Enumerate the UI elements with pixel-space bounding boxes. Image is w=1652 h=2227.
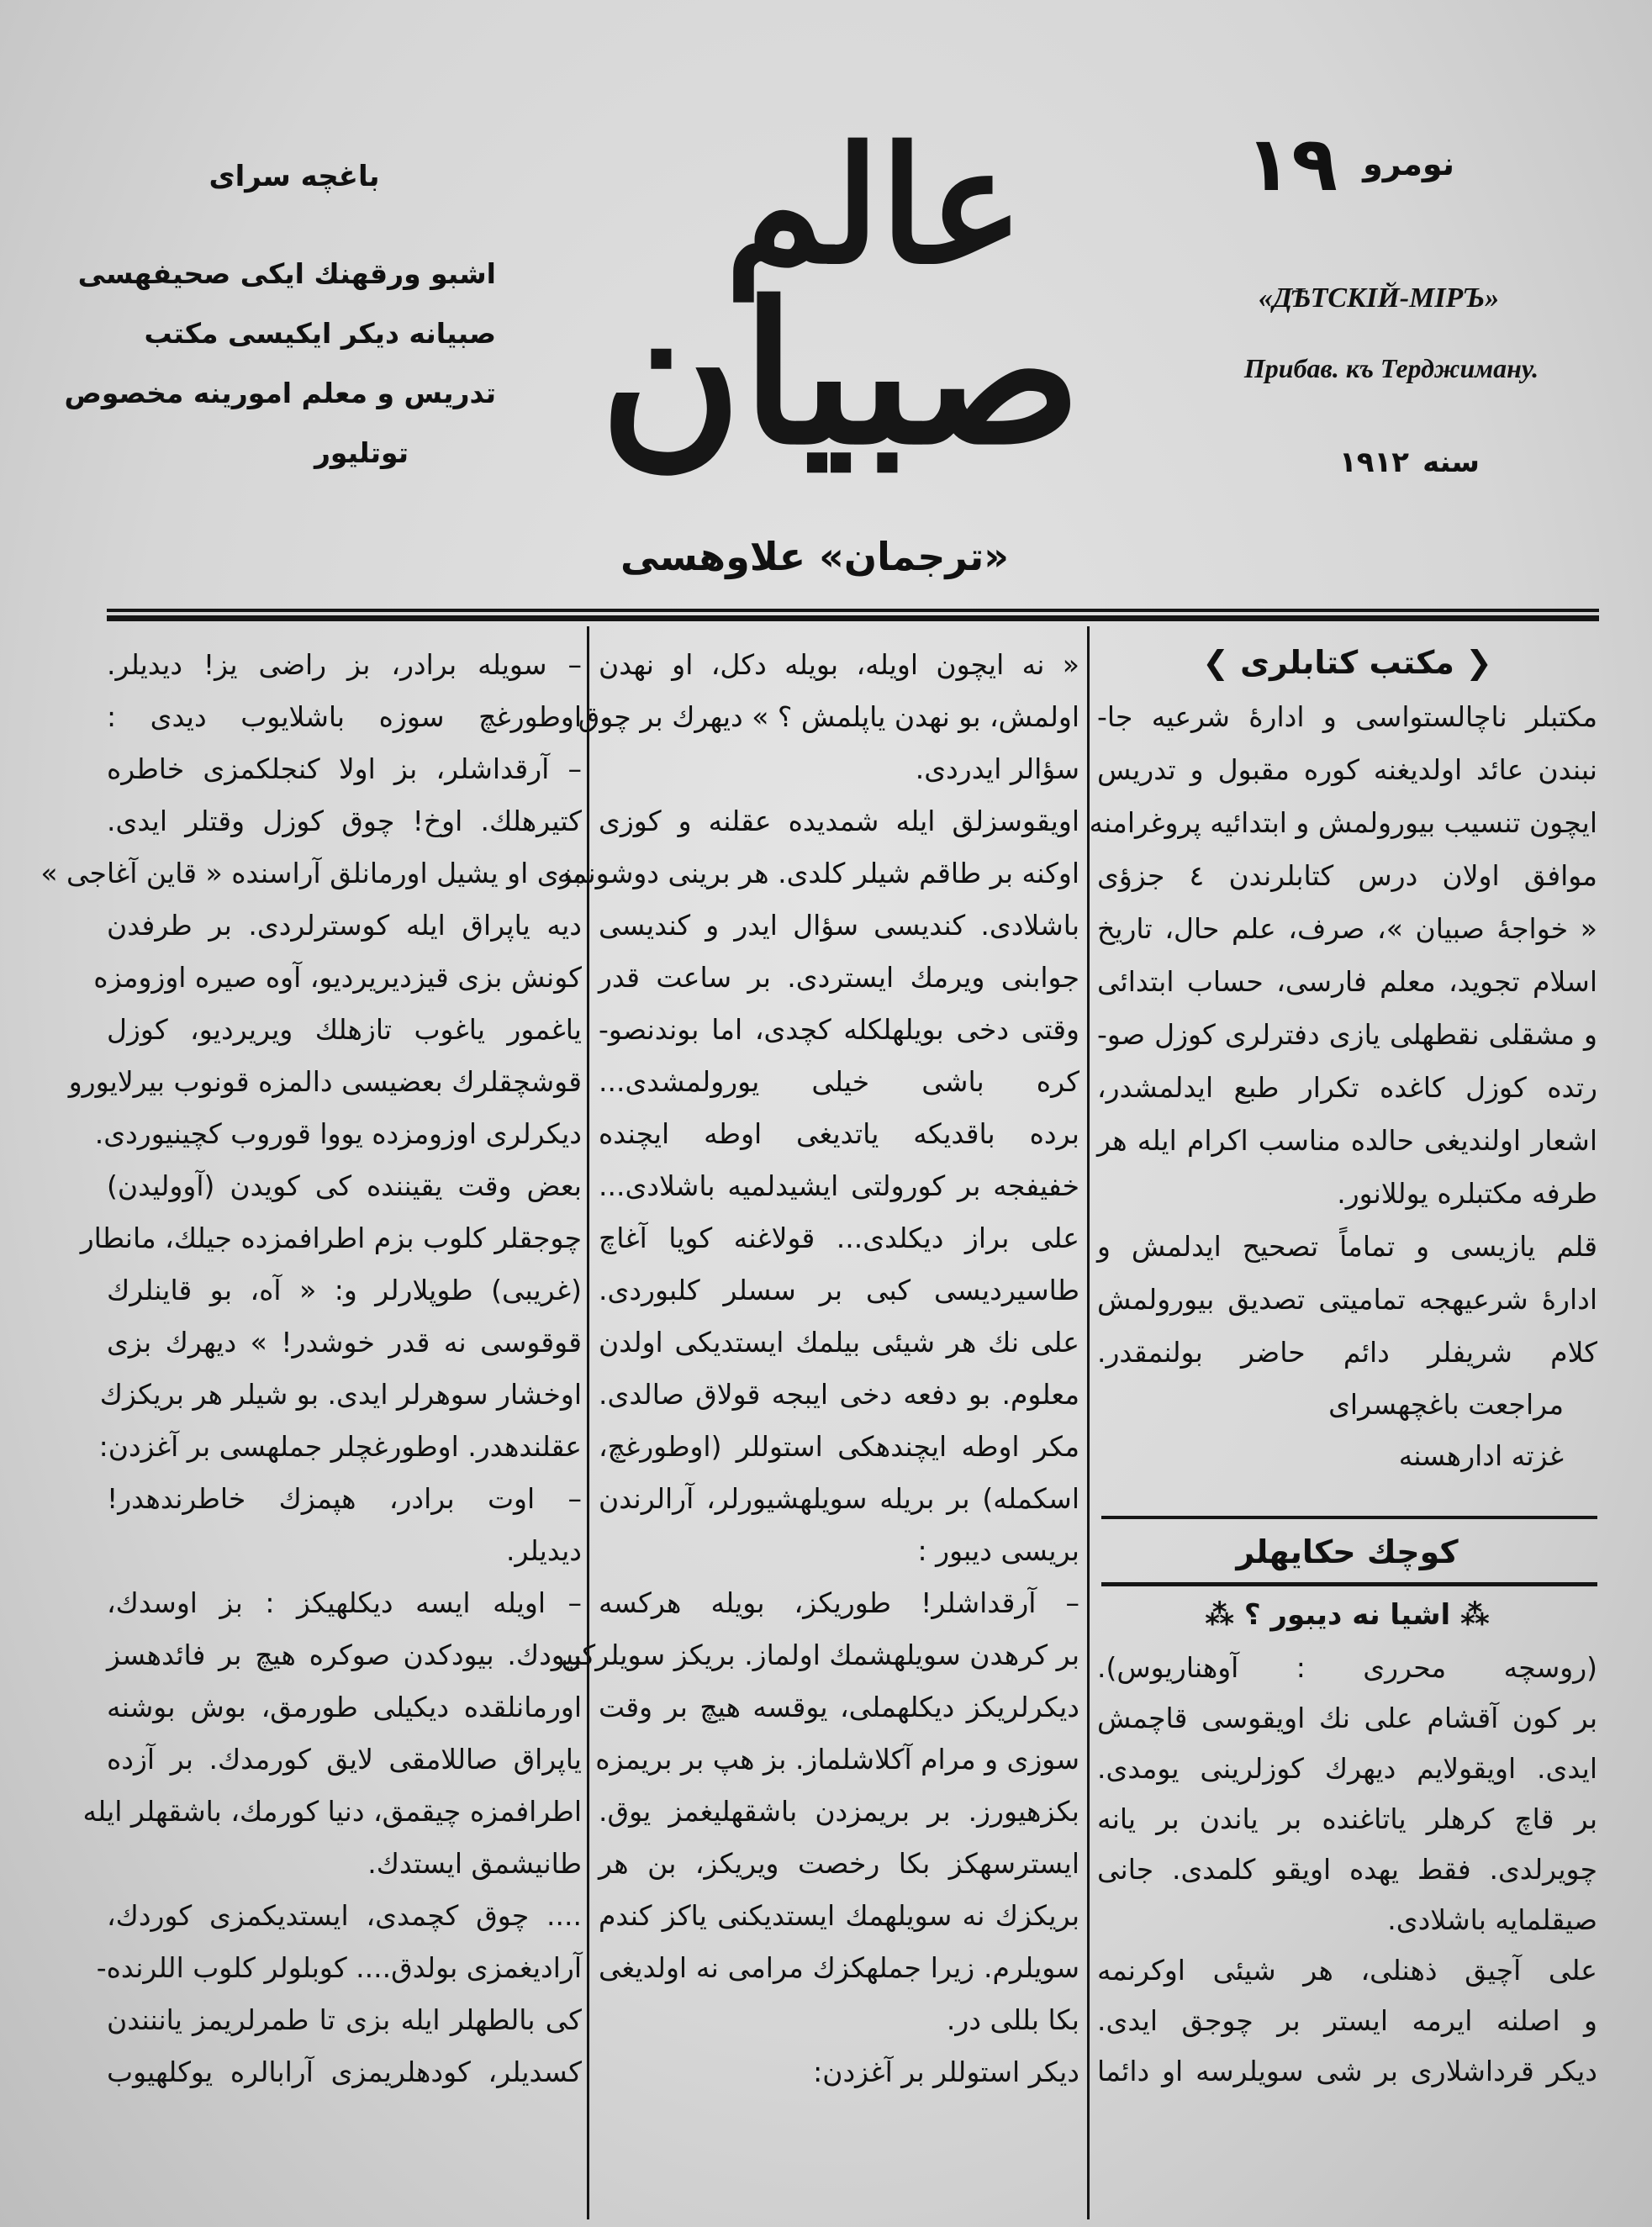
- text-line: ايچون تنسيب بيورولمش و ابتدائيه پروغرامنه: [1089, 806, 1597, 839]
- column-divider: [1087, 626, 1090, 2219]
- text-line: بريكزك نه سويلهمك ايستديكنى ياكز كندم: [599, 1899, 1079, 1932]
- text-line: قوقوسى نه قدر خوشدر! » ديهرك بزى: [107, 1326, 582, 1359]
- text-line: برده باقديكه ياتديغى اوطه ايچنده: [599, 1117, 1079, 1150]
- text-line: كره باشى خيلى يورولمشدى...: [599, 1065, 1079, 1098]
- text-line: طانيشمق ايستدك.: [367, 1847, 582, 1880]
- heading-text: مكتب كتابلرى: [1240, 644, 1454, 681]
- text-line: ياغمور ياغوب تازهلك ويريرديو، كوزل: [107, 1013, 582, 1046]
- supplement-title: «ترجمان» علاوهسى: [620, 534, 1009, 579]
- text-line: اسكمله) بر بريله سويلهشيورلر، آرالرندن: [599, 1482, 1079, 1515]
- masthead-description: [64, 244, 496, 483]
- year-label: سنه: [1422, 446, 1480, 479]
- text-line: باشلادى. كنديسى سؤال ايدر و كنديسى: [599, 909, 1079, 942]
- text-line: ادارهٔ شرعيهجه تماميتى تصديق بيورولمش: [1097, 1283, 1597, 1316]
- russian-title: «ДѢТСКІЙ-МІРЪ»: [1258, 282, 1500, 314]
- story-title: [1097, 1587, 1597, 1643]
- text-line: قلم يازيسى و تماماً تصحيح ايدلمش و: [1097, 1230, 1597, 1263]
- year-value: ١٩١٢: [1339, 446, 1410, 479]
- text-line: اويقوسزلق ايله شمديده عقلنه و كوزى: [599, 805, 1079, 837]
- text-line: على نك هر شيئى بيلمك ايستديكى اولدن: [599, 1326, 1079, 1359]
- description-line: اشبو ورقهنك ايكى صحيفهسى: [77, 257, 496, 290]
- text-line: ديكرلريكز ديكلهملى، يوقسه هيچ بر وقت: [599, 1691, 1079, 1723]
- text-line: اوكنه بر طاقم شيلر كلدى. هر برينى دوشونمه: [557, 857, 1079, 889]
- newspaper-logo-bottom: صبيان: [599, 261, 1082, 488]
- text-line: چوجقلر كلوب بزم اطرافمزده جيلك، مانطار: [80, 1222, 582, 1254]
- text-line: بريسى ديبور :: [917, 1534, 1079, 1567]
- issue-number: [1202, 119, 1454, 208]
- text-line: « نه ايچون اويله، بويله دكل، او نهدن: [599, 648, 1079, 681]
- text-line: رتده كوزل كاغده تكرار طبع ايدلمشدر،: [1097, 1071, 1597, 1104]
- text-line: سوزى و مرام آكلاشلماز. بز هپ بر بريمزه: [595, 1743, 1079, 1776]
- text-line: .... چوق كچمدى، ايستديكمزى كوردك،: [107, 1899, 582, 1932]
- text-line: – آرقداشلر، بز اولا كنجلكمزى خاطره: [107, 752, 582, 785]
- text-line: على آچيق ذهنلى، هر شيئى اوكرنمه: [1097, 1954, 1597, 1987]
- text-line: بر كون آقشام على نك اويقوسى قاچمش: [1097, 1702, 1597, 1734]
- ornament-icon: ❮: [1465, 644, 1492, 681]
- text-line: معلوم. بو دفعه دخى ايبجه قولاق صالدى.: [599, 1378, 1079, 1411]
- masthead-rule-thick: [107, 615, 1599, 621]
- right-column: [1089, 635, 1597, 1481]
- text-line: وقتى دخى بويلهلكله كچدى، اما بوندنصو-: [599, 1013, 1079, 1046]
- ornament-icon: ⁂: [1205, 1598, 1234, 1632]
- text-line: موافق اولان درس كتابلرندن ٤ جزؤى: [1097, 859, 1597, 892]
- text-line: اشعار اولنديغى حالده مناسب اكرام ايله هر: [1097, 1124, 1597, 1157]
- text-line: كلام شريفلر دائم حاضر بولنمقدر.: [1097, 1336, 1597, 1369]
- text-line: – سويله برادر، بز راضى يز! ديديلر.: [107, 648, 582, 681]
- text-line: كتيرهلك. اوخ! چوق كوزل وقتلر ايدى.: [107, 805, 582, 837]
- text-line: و اصلنه ايرمه ايستر بر چوجق ايدى.: [1097, 2004, 1597, 2037]
- text-line: صيقلمايه باشلادى.: [1387, 1903, 1597, 1936]
- text-line: – اويله ايسه ديكلهيكز : بز اوسدك،: [107, 1586, 582, 1619]
- text-line: اوطورغچ سوزه باشلايوب ديدى :: [107, 700, 582, 733]
- text-line: طاسيردیسى كبى بر سسلر كلبوردى.: [599, 1274, 1079, 1306]
- text-line: خفيفجه بر كورولتى ايشيدلميه باشلادى...: [599, 1169, 1079, 1202]
- text-line: ديه ياپراق ايله كوسترلردى. بر طرفدن: [107, 909, 582, 942]
- text-line: بعض وقت يقيننده كى كويدن (آووليدن): [107, 1169, 582, 1202]
- text-line: مكر اوطه ايچندهكى استوللر (اوطورغچ،: [599, 1430, 1079, 1463]
- middle-column: [557, 639, 1079, 2098]
- left-column: [40, 639, 582, 2098]
- russian-subtitle: Прибав. къ Терджиману.: [1243, 353, 1539, 383]
- description-line: تدريس و معلم امورينه مخصوص: [64, 377, 496, 409]
- text-line: بيودك. بيودكدن صوكره هيچ بر فائدهسز: [107, 1639, 582, 1671]
- text-line: بكزهيورز. بر بريمزدن باشقهليغمز يوق.: [599, 1795, 1079, 1828]
- story-title-text: اشيا نه ديبور ؟: [1243, 1598, 1451, 1632]
- text-line: ديكرلرى اوزومزده يووا قوروب كچينيوردى.: [94, 1117, 582, 1150]
- text-line: (غريبى) طوپلارلر و: « آه، بو قاينلرك: [107, 1274, 582, 1306]
- text-line: قوشچقلرك بعضيسى دالمزه قونوب بيرلايورو: [68, 1065, 582, 1098]
- text-line: ياپراق صاللامقى لايق كورمدك. بر آزده: [107, 1743, 582, 1776]
- issue-number-value: ١٩: [1245, 119, 1338, 208]
- contact-line: مراجعت باغچهسراى: [1328, 1388, 1564, 1421]
- text-line: نبندن عائد اولديغنه كوره مقبول و تدريس: [1097, 753, 1597, 786]
- text-line: ايدى. اويقولايم ديهرك كوزلرينى يومدى.: [1097, 1752, 1597, 1785]
- text-line: اسلام تجويد، معلم فارسى، حساب ابتدائى: [1097, 965, 1597, 998]
- year: [1328, 446, 1480, 479]
- text-line: اوخشار سوهرلر ايدى. بو شيلر هر بريكزك: [99, 1378, 582, 1411]
- text-line: مكتبلر ناچالستواسى و ادارهٔ شرعيه جا-: [1097, 700, 1597, 733]
- masthead-rule: [107, 609, 1599, 612]
- text-line: على براز ديكلدى... قولاغنه كويا آغاچ: [599, 1222, 1079, 1254]
- text-line: ديكر قرداشلارى بر شى سويلرسه او دائما: [1097, 2055, 1597, 2087]
- description-line: توتليور: [314, 436, 409, 469]
- section-heading-school-books: [1097, 635, 1597, 690]
- section-rule: [1101, 1516, 1597, 1519]
- text-line: بر قاچ كرهلر ياتاغنده بر ياندن بر يانه: [1097, 1802, 1597, 1835]
- text-line: اولمش، بو نهدن ياپلمش ؟ » ديهرك بر چوق: [578, 700, 1079, 733]
- text-line: اورمانلقده ديكيلى طورمق، بوش بوشنه: [107, 1691, 582, 1723]
- stories-section: [1097, 1522, 1597, 2097]
- ornament-icon: ⁂: [1460, 1598, 1490, 1632]
- text-line: طرفه مكتبلره يوللانور.: [1337, 1177, 1597, 1210]
- text-line: جوابنى ويرمك ايستردى. بر ساعت قدر: [599, 961, 1079, 994]
- contact-line: غزته ادارهسنه: [1398, 1439, 1564, 1472]
- text-line: ديكر استوللر بر آغزدن:: [813, 2055, 1079, 2088]
- text-line: و مشقلى نقطهلى يازى دفترلرى كوزل صو-: [1097, 1018, 1597, 1051]
- text-line: اطرافمزه چيقمق، دنيا كورمك، باشقهلر ايله: [82, 1795, 582, 1828]
- place-name: باغچه سراى: [208, 160, 380, 193]
- description-line: صبيانه ديكر ايكيسى مكتب: [144, 317, 496, 350]
- text-line: سويلرم. زيرا جملهكزك مرامى نه اولديغى: [599, 1951, 1079, 1984]
- text-line: بر كرهدن سويلهشمك اولماز. بريكز سويلركن: [561, 1639, 1079, 1671]
- text-line: ايسترسهكز بكا رخصت ويريكز، بن هر: [599, 1847, 1079, 1880]
- text-line: ديديلر.: [505, 1534, 582, 1567]
- text-line: – آرقداشلر! طوريكز، بويله هركسه: [599, 1586, 1079, 1619]
- text-line: بزى او يشيل اورمانلق آراسنده « قاين آغاجى »: [40, 857, 582, 889]
- text-line: كونش بزى قيزديريرديو، آوه صيره اوزومزه: [93, 961, 582, 994]
- text-line: چويرلدى. فقط يهده اويقو كلمدى. جانى: [1097, 1853, 1597, 1886]
- text-line: آراديغمزى بولدق.... كوبلولر كلوب اللرنده-: [96, 1951, 582, 1984]
- newspaper-logo-top: عالم: [725, 112, 1024, 299]
- text-line: عقلندهدر. اوطورغچلر جملهسى بر آغزدن:: [98, 1430, 582, 1463]
- text-line: بكا بللى در.: [946, 2003, 1079, 2036]
- text-line: كى بالطهلر ايله بزى تا طمرلريمز ياننندن: [107, 2003, 582, 2036]
- section-heading-short-stories: كوچك حكايهلر: [1236, 1533, 1459, 1570]
- text-line: – اوت برادر، هپمزك خاطرندهدر!: [107, 1482, 582, 1515]
- text-line: كسديلر، كودهلريمزى آرابالره يوكلهيوب: [107, 2055, 582, 2088]
- ornament-icon: ❯: [1202, 644, 1229, 681]
- issue-number-label: نومرو: [1363, 145, 1454, 182]
- text-line: (روسچه محررى : آوهناريوس).: [1097, 1651, 1597, 1684]
- text-line: « خواجهٔ صبيان »، صرف، علم حال، تاريخ: [1097, 912, 1597, 945]
- text-line: سؤالر ايدردى.: [915, 752, 1079, 785]
